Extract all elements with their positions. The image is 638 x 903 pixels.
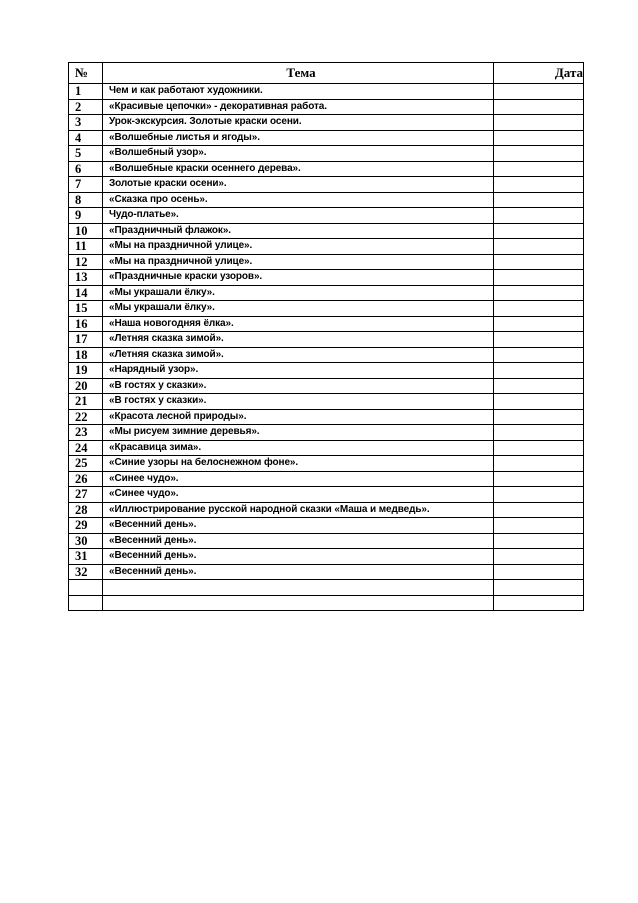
row-date-cell xyxy=(494,533,584,549)
table-row xyxy=(69,208,584,224)
row-date-cell xyxy=(494,130,584,146)
row-topic-cell: «Мы на праздничной улице». xyxy=(103,254,494,270)
row-number-cell: 7 xyxy=(69,177,103,193)
row-date-cell xyxy=(494,456,584,472)
row-number-cell xyxy=(69,580,103,596)
row-number-cell: 5 xyxy=(69,146,103,162)
row-date-cell xyxy=(494,316,584,332)
row-topic-cell: «Синее чудо». xyxy=(103,471,494,487)
row-number-cell: 3 xyxy=(69,115,103,131)
row-topic-cell: «Красивые цепочки» - декоративная работа. xyxy=(103,99,494,115)
table-row xyxy=(69,99,584,115)
row-number-cell: 6 xyxy=(69,161,103,177)
row-topic-cell: «Сказка про осень». xyxy=(103,192,494,208)
row-topic-cell: «Летняя сказка зимой». xyxy=(103,332,494,348)
row-number-cell: 30 xyxy=(69,533,103,549)
row-topic-cell: Чем и как работают художники. xyxy=(103,84,494,100)
table-row xyxy=(69,487,584,503)
row-number-cell: 2 xyxy=(69,99,103,115)
table-body xyxy=(69,84,584,611)
row-date-cell xyxy=(494,332,584,348)
row-topic-cell xyxy=(103,595,494,611)
row-date-cell xyxy=(494,254,584,270)
row-topic-cell: Золотые краски осени». xyxy=(103,177,494,193)
row-date-cell xyxy=(494,440,584,456)
table-row xyxy=(69,115,584,131)
row-date-cell xyxy=(494,394,584,410)
table-row xyxy=(69,192,584,208)
row-number-cell: 1 xyxy=(69,84,103,100)
table-row xyxy=(69,440,584,456)
row-number-cell: 13 xyxy=(69,270,103,286)
row-date-cell xyxy=(494,84,584,100)
row-topic-cell: «Праздничный флажок». xyxy=(103,223,494,239)
row-number-cell: 4 xyxy=(69,130,103,146)
table-row xyxy=(69,549,584,565)
row-date-cell xyxy=(494,285,584,301)
row-number-cell: 32 xyxy=(69,564,103,580)
table-row xyxy=(69,363,584,379)
row-number-cell: 10 xyxy=(69,223,103,239)
row-topic-cell: «Иллюстрирование русской народной сказки «Маша и медведь». xyxy=(103,502,494,518)
row-date-cell xyxy=(494,487,584,503)
row-number-cell xyxy=(69,595,103,611)
table-row xyxy=(69,471,584,487)
row-date-cell xyxy=(494,301,584,317)
row-topic-cell: «Нарядный узор». xyxy=(103,363,494,379)
table-row xyxy=(69,223,584,239)
row-number-cell: 19 xyxy=(69,363,103,379)
row-number-cell: 22 xyxy=(69,409,103,425)
row-number-cell: 21 xyxy=(69,394,103,410)
row-date-cell xyxy=(494,347,584,363)
row-topic-cell: «Весенний день». xyxy=(103,533,494,549)
row-date-cell xyxy=(494,471,584,487)
table-header xyxy=(69,63,584,84)
table-row xyxy=(69,595,584,611)
row-date-cell xyxy=(494,502,584,518)
table-row xyxy=(69,270,584,286)
table-row xyxy=(69,409,584,425)
row-topic-cell: «В гостях у сказки». xyxy=(103,378,494,394)
row-topic-cell: Урок-экскурсия. Золотые краски осени. xyxy=(103,115,494,131)
header-row xyxy=(69,63,584,84)
row-date-cell xyxy=(494,146,584,162)
row-number-cell: 14 xyxy=(69,285,103,301)
table-row xyxy=(69,161,584,177)
table-row xyxy=(69,347,584,363)
header-number: № xyxy=(69,63,103,84)
header-topic: Тема xyxy=(103,63,494,84)
row-date-cell xyxy=(494,239,584,255)
row-date-cell xyxy=(494,580,584,596)
table-row xyxy=(69,378,584,394)
table-row xyxy=(69,285,584,301)
row-topic-cell: «Красота лесной природы». xyxy=(103,409,494,425)
table-row xyxy=(69,502,584,518)
row-date-cell xyxy=(494,564,584,580)
row-date-cell xyxy=(494,177,584,193)
row-number-cell: 29 xyxy=(69,518,103,534)
table-row xyxy=(69,456,584,472)
row-number-cell: 8 xyxy=(69,192,103,208)
row-number-cell: 31 xyxy=(69,549,103,565)
row-topic-cell: «Красавица зима». xyxy=(103,440,494,456)
table-row xyxy=(69,84,584,100)
row-topic-cell: «Синие узоры на белоснежном фоне». xyxy=(103,456,494,472)
row-topic-cell: «Наша новогодняя ёлка». xyxy=(103,316,494,332)
row-date-cell xyxy=(494,549,584,565)
table-row xyxy=(69,301,584,317)
row-date-cell xyxy=(494,409,584,425)
row-number-cell: 12 xyxy=(69,254,103,270)
row-topic-cell: «Праздничные краски узоров». xyxy=(103,270,494,286)
row-number-cell: 11 xyxy=(69,239,103,255)
row-number-cell: 16 xyxy=(69,316,103,332)
row-date-cell xyxy=(494,425,584,441)
table-row xyxy=(69,146,584,162)
row-date-cell xyxy=(494,192,584,208)
row-number-cell: 26 xyxy=(69,471,103,487)
row-date-cell xyxy=(494,363,584,379)
row-number-cell: 17 xyxy=(69,332,103,348)
row-number-cell: 18 xyxy=(69,347,103,363)
row-topic-cell: «Мы украшали ёлку». xyxy=(103,285,494,301)
row-date-cell xyxy=(494,518,584,534)
row-topic-cell: «Мы украшали ёлку». xyxy=(103,301,494,317)
table-row xyxy=(69,177,584,193)
row-date-cell xyxy=(494,208,584,224)
row-number-cell: 15 xyxy=(69,301,103,317)
row-topic-cell: «Летняя сказка зимой». xyxy=(103,347,494,363)
table-row xyxy=(69,425,584,441)
row-number-cell: 27 xyxy=(69,487,103,503)
row-number-cell: 28 xyxy=(69,502,103,518)
row-topic-cell: «Весенний день». xyxy=(103,549,494,565)
table-row xyxy=(69,316,584,332)
row-number-cell: 23 xyxy=(69,425,103,441)
row-date-cell xyxy=(494,270,584,286)
table-row xyxy=(69,332,584,348)
row-topic-cell: «В гостях у сказки». xyxy=(103,394,494,410)
row-date-cell xyxy=(494,115,584,131)
row-date-cell xyxy=(494,99,584,115)
row-topic-cell: «Весенний день». xyxy=(103,518,494,534)
row-topic-cell: «Волшебные листья и ягоды». xyxy=(103,130,494,146)
table-row xyxy=(69,130,584,146)
table-row xyxy=(69,239,584,255)
row-date-cell xyxy=(494,595,584,611)
row-topic-cell: «Мы рисуем зимние деревья». xyxy=(103,425,494,441)
row-number-cell: 20 xyxy=(69,378,103,394)
row-topic-cell: «Мы на праздничной улице». xyxy=(103,239,494,255)
row-topic-cell: «Волшебные краски осеннего дерева». xyxy=(103,161,494,177)
row-date-cell xyxy=(494,378,584,394)
table-row xyxy=(69,518,584,534)
row-topic-cell: «Весенний день». xyxy=(103,564,494,580)
table-row xyxy=(69,564,584,580)
table-row xyxy=(69,394,584,410)
row-date-cell xyxy=(494,223,584,239)
row-topic-cell: Чудо-платье». xyxy=(103,208,494,224)
row-topic-cell: «Волшебный узор». xyxy=(103,146,494,162)
row-number-cell: 9 xyxy=(69,208,103,224)
row-topic-cell xyxy=(103,580,494,596)
row-date-cell xyxy=(494,161,584,177)
table-row xyxy=(69,533,584,549)
row-topic-cell: «Синее чудо». xyxy=(103,487,494,503)
lesson-plan-table xyxy=(68,62,584,611)
table-row xyxy=(69,254,584,270)
table-row xyxy=(69,580,584,596)
row-number-cell: 24 xyxy=(69,440,103,456)
header-date: Дата xyxy=(494,63,584,84)
row-number-cell: 25 xyxy=(69,456,103,472)
